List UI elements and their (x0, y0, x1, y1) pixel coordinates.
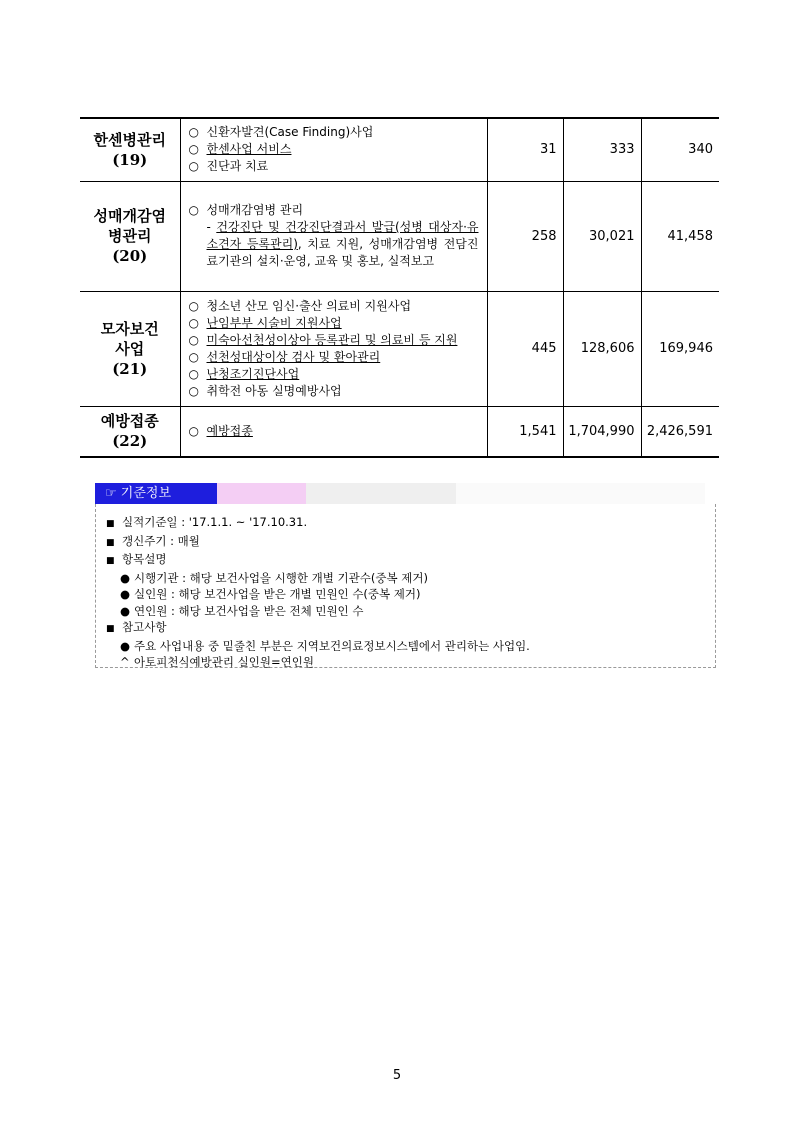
actual-persons: 333 (563, 118, 641, 181)
square-bullet-icon: ■ (106, 624, 115, 634)
circle-bullet-icon: ○ (188, 366, 199, 381)
reference-info-box (95, 504, 716, 668)
category-cell (80, 118, 180, 181)
institution-count: 445 (487, 291, 563, 406)
table-row (80, 406, 719, 457)
category-name: 모자보건 (100, 319, 159, 338)
dot-bullet-icon: ● (120, 587, 131, 601)
category-number: (22) (112, 432, 148, 451)
program-content-cell (180, 291, 487, 406)
info-line: ● 실인원 : 해당 보건사업을 받은 개별 민원인 수(중복 제거) (120, 587, 421, 601)
health-program-table (80, 117, 719, 458)
info-line: ● 주요 사업내용 중 밑줄친 부분은 지역보건의료정보시스템에서 관리하는 사업임. (120, 638, 530, 653)
program-item: ○ 난임부부 시술비 지원사업 (188, 315, 342, 330)
circle-bullet-icon: ○ (188, 298, 199, 313)
table-row (80, 291, 719, 406)
category-cell (80, 406, 180, 457)
circle-bullet-icon: ○ (188, 125, 199, 140)
header-decoration (217, 483, 306, 504)
table-row (80, 118, 719, 181)
program-item: ○ 미숙아선천성이상아 등록관리 및 의료비 등 지원 (188, 332, 458, 347)
info-line: ■ 실적기준일 : '17.1.1. ~ '17.10.31. (106, 514, 715, 533)
program-content-cell (180, 181, 487, 291)
circle-bullet-icon: ○ (188, 142, 199, 157)
pointing-hand-icon: ☞ (105, 486, 117, 501)
caret-icon: ^ (120, 655, 130, 669)
program-content-cell (180, 406, 487, 457)
circle-bullet-icon: ○ (188, 349, 199, 364)
total-persons: 340 (641, 118, 719, 181)
category-name: 예방접종 (100, 412, 159, 431)
header-decoration (306, 483, 456, 504)
program-item: ○ 성매개감염병 관리 (188, 203, 304, 217)
category-name-cont: 사업 (115, 339, 145, 358)
circle-bullet-icon: ○ (188, 383, 199, 398)
actual-persons: 128,606 (563, 291, 641, 406)
total-persons: 169,946 (641, 291, 719, 406)
program-item: ○ 취학전 아동 실명예방사업 (188, 383, 342, 398)
info-line: ^ 아토피천식예방관리 실인원=연인원 (120, 655, 314, 669)
dot-bullet-icon: ● (120, 638, 131, 653)
institution-count: 258 (487, 181, 563, 291)
total-persons: 2,426,591 (641, 406, 719, 457)
square-bullet-icon: ■ (106, 519, 115, 529)
info-line: ● 시행기관 : 해당 보건사업을 시행한 개별 기관수(중복 제거) (120, 570, 428, 585)
dot-bullet-icon: ● (120, 603, 131, 618)
info-line: ● 연인원 : 해당 보건사업을 받은 전체 민원인 수 (120, 603, 364, 618)
square-bullet-icon: ■ (106, 537, 115, 548)
header-decoration (456, 483, 705, 504)
program-item: ○ 진단과 치료 (188, 159, 269, 174)
category-number: (19) (112, 150, 148, 169)
page-number: 5 (392, 1068, 402, 1083)
program-item: ○ 난청조기진단사업 (188, 366, 300, 381)
category-name: 성매개감염 (93, 207, 166, 225)
info-line: ■ 참고사항 (106, 619, 715, 638)
program-item: ○ 신환자발견(Case Finding)사업 (188, 125, 374, 140)
reference-info-title-bar (95, 483, 217, 504)
program-item: ○ 예방접종 (188, 423, 253, 438)
circle-bullet-icon: ○ (188, 332, 199, 347)
square-bullet-icon: ■ (106, 556, 115, 566)
category-cell (80, 181, 180, 291)
total-persons: 41,458 (641, 181, 719, 291)
reference-info-header (95, 483, 705, 504)
program-sub-item: - 건강진단 및 건강진단결과서 발급(성병 대상자·유소견자 등록관리), 치료 지원, 성매개감염병 전담진료기관의 설치·운영, 교육 및 홍보, 실적보고 (206, 220, 479, 268)
category-number: (20) (112, 247, 148, 265)
circle-bullet-icon: ○ (188, 159, 199, 174)
actual-persons: 30,021 (563, 181, 641, 291)
program-item: ○ 선천성대상이상 검사 및 환아관리 (188, 349, 381, 364)
institution-count: 1,541 (487, 406, 563, 457)
info-line: ■ 항목설명 (106, 551, 715, 570)
info-line: ■ 갱신주기 : 매월 (106, 533, 715, 552)
category-cell (80, 291, 180, 406)
category-name-cont: 병관리 (108, 227, 152, 245)
circle-bullet-icon: ○ (188, 203, 199, 217)
program-content-cell (180, 118, 487, 181)
actual-persons: 1,704,990 (563, 406, 641, 457)
program-item: ○ 한센사업 서비스 (188, 142, 292, 157)
category-name: 한센병관리 (93, 130, 166, 149)
program-item: ○ 청소년 산모 임신·출산 의료비 지원사업 (188, 298, 412, 313)
reference-info-title: 기준정보 (120, 486, 172, 501)
institution-count: 31 (487, 118, 563, 181)
circle-bullet-icon: ○ (188, 423, 199, 438)
circle-bullet-icon: ○ (188, 315, 199, 330)
table-row (80, 181, 719, 291)
category-number: (21) (112, 359, 148, 378)
dot-bullet-icon: ● (120, 570, 131, 585)
